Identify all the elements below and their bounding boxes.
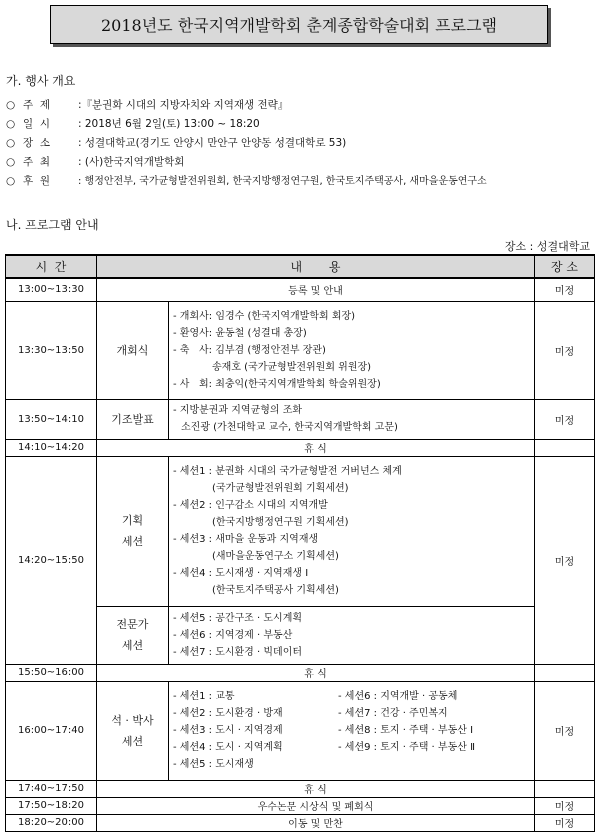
time-cell: 13:50~14:10 [6,399,97,439]
detail-line: - 세션6 : 지역경제 · 부동산 [173,629,293,641]
detail-cell [169,606,535,664]
place-cell [535,664,595,681]
detail-line: - 세션2 : 인구감소 시대의 지역개발 [173,500,328,511]
detail-line: - 세션3 : 도시 · 지역경제 [173,725,283,736]
detail-cell [169,456,535,606]
detail-line: - 세션3 : 새마을 운동과 지역재생 [173,534,319,545]
detail-cell [169,681,535,780]
content-cell: 휴 식 [97,439,535,456]
overview-label: 일 시 [23,118,50,130]
detail-line: - 세션1 : 분권화 시대의 국가균형발전 거버넌스 체계 [173,466,402,477]
overview-value: :『분권화 시대의 지방자치와 지역재생 전략』 [78,99,289,111]
detail-line: (한국토지주택공사 기획세션) [212,585,339,596]
category-line: 세션 [121,639,144,652]
overview-row-place [6,134,596,153]
detail-line: - 세션4 : 도시재생 · 지역재생 Ⅰ [173,568,309,579]
detail-line: - 세션4 : 도시 · 지역계획 [173,742,283,753]
event-overview [6,96,596,191]
table-row [6,797,595,814]
header-place: 장 소 [535,255,595,278]
session-column-right [338,688,534,773]
section-heading-overview: 가. 행사 개요 [6,74,76,88]
time-cell: 14:20~15:50 [6,456,97,664]
category-cell: 개회식 [97,301,169,399]
detail-line: - 지방분권과 지역균형의 조화 [173,405,303,416]
table-row [6,456,595,606]
detail-line: (새마을운동연구소 기획세션) [212,551,339,562]
category-line: 세션 [121,734,144,748]
time-cell: 13:00~13:30 [6,278,97,301]
detail-line: - 세션9 : 토지 · 주택 · 부동산 Ⅱ [338,742,475,753]
place-cell: 미정 [535,814,595,831]
time-cell: 13:30~13:50 [6,301,97,399]
table-row [6,301,595,399]
detail-line: - 환영사: 윤동철 (성결대 총장) [173,327,307,339]
overview-label: 장 소 [23,137,50,149]
detail-line: - 세션5 : 공간구조 · 도시계획 [173,612,303,624]
category-line: 전문가 [116,618,149,631]
overview-label: 주 제 [23,99,50,111]
detail-line: (국가균형발전위원회 기획세션) [212,483,349,494]
content-cell: 이동 및 만찬 [97,814,535,831]
time-cell: 16:00~17:40 [6,681,97,780]
category-cell: 기조발표 [97,399,169,439]
detail-line: - 세션7 : 건강 · 주민복지 [338,708,448,719]
category-cell [97,606,169,664]
category-line: 기획 [121,514,144,527]
place-cell: 미정 [535,456,595,664]
circle-bullet-icon: ○ [6,137,16,149]
document-title: 2018년도 한국지역개발학회 춘계종합학술대회 프로그램 [50,5,548,44]
overview-row-sponsors [6,172,596,191]
detail-cell [169,301,535,399]
section-heading-program: 나. 프로그램 안내 [6,218,99,232]
time-cell: 18:20~20:00 [6,814,97,831]
table-header-row [6,255,595,278]
overview-row-host [6,153,596,172]
category-cell [97,456,169,606]
session-column-left [173,688,338,773]
table-row [6,664,595,681]
detail-cell [169,399,535,439]
detail-line: (한국지방행정연구원 기획세션) [212,517,349,528]
table-row [6,780,595,797]
session-columns [173,688,534,773]
overview-value: : 성결대학교(경기도 안양시 만안구 안양동 성결대학로 53) [78,137,347,149]
circle-bullet-icon: ○ [6,175,16,187]
detail-line: - 축 사: 김부겸 (행정안전부 장관) [173,344,326,356]
place-cell: 미정 [535,797,595,814]
place-cell [535,780,595,797]
detail-line: - 세션1 : 교통 [173,691,235,702]
content-cell: 우수논문 시상식 및 폐회식 [97,797,535,814]
circle-bullet-icon: ○ [6,99,16,111]
overview-label: 후 원 [23,175,50,187]
detail-line: - 사 회: 최충익(한국지역개발학회 학술위원장) [173,378,381,390]
detail-line: - 세션8 : 토지 · 주택 · 부동산 Ⅰ [338,725,474,736]
detail-line: 소진광 (가천대학교 교수, 한국지역개발학회 고문) [181,422,398,433]
overview-value: : (사)한국지역개발학회 [78,156,185,168]
overview-value: : 2018년 6월 2일(토) 13:00 ~ 18:20 [78,118,260,130]
place-cell: 미정 [535,301,595,399]
table-row [6,439,595,456]
content-cell: 휴 식 [97,664,535,681]
header-time: 시 간 [6,255,97,278]
overview-value: : 행정안전부, 국가균형발전위원회, 한국지방행정연구원, 한국토지주택공사, 새마을운동연구소 [78,176,487,187]
venue-label: 장소 : 성결대학교 [504,240,590,253]
overview-row-topic [6,96,596,115]
table-row [6,278,595,301]
time-cell: 14:10~14:20 [6,439,97,456]
table-row [6,681,595,780]
table-row [6,814,595,831]
overview-label: 주 최 [23,156,50,168]
time-cell: 15:50~16:00 [6,664,97,681]
detail-line: 송재호 (국가균형발전위원회 위원장) [212,361,372,373]
place-cell: 미정 [535,399,595,439]
detail-line: - 세션5 : 도시재생 [173,759,254,770]
category-line: 석 · 박사 [111,713,154,727]
circle-bullet-icon: ○ [6,118,16,130]
program-table [5,254,595,832]
detail-line: - 세션6 : 지역개발 · 공동체 [338,691,458,702]
detail-line: - 세션7 : 도시환경 · 빅데이터 [173,646,303,658]
time-cell: 17:50~18:20 [6,797,97,814]
place-cell: 미정 [535,681,595,780]
place-cell [535,439,595,456]
overview-row-date [6,115,596,134]
content-cell: 등록 및 안내 [97,278,535,301]
detail-line: - 개회사: 임경수 (한국지역개발학회 회장) [173,310,356,322]
category-cell [97,681,169,780]
time-cell: 17:40~17:50 [6,780,97,797]
category-line: 세션 [121,535,144,548]
content-cell: 휴 식 [97,780,535,797]
detail-line: - 세션2 : 도시환경 · 방재 [173,708,283,719]
place-cell: 미정 [535,278,595,301]
header-content: 내 용 [97,255,535,278]
table-row [6,399,595,439]
circle-bullet-icon: ○ [6,156,16,168]
